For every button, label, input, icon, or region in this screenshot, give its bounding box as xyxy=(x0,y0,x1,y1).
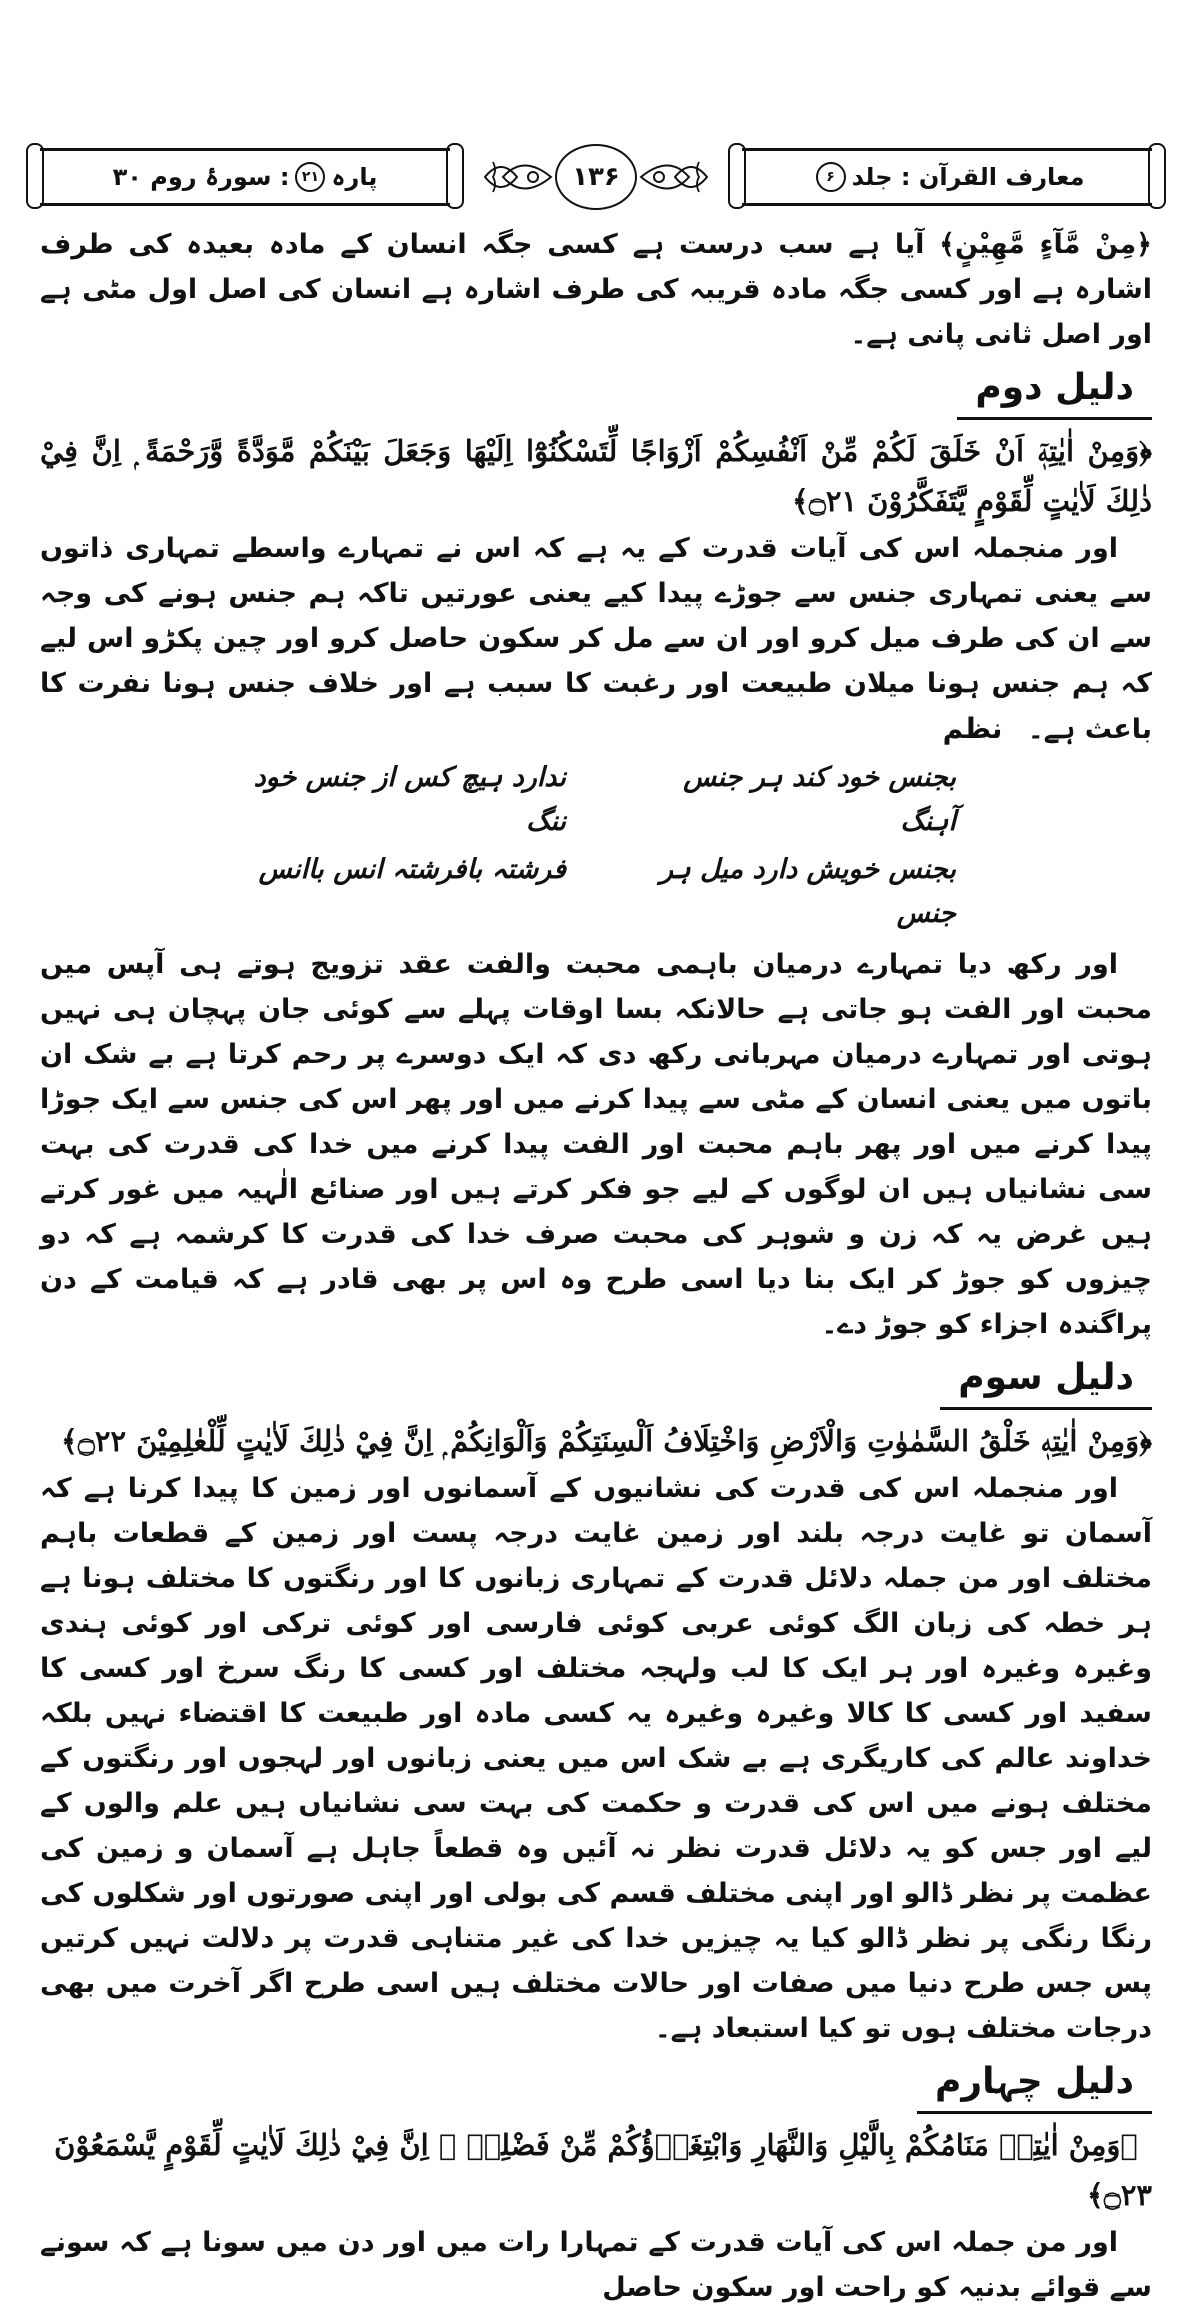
header-ornament xyxy=(476,140,716,214)
verse-line: ندارد ہیچ کس از جنس خود ننگ xyxy=(253,762,566,837)
verse-line: فرشتہ بافرشتہ انس باانس xyxy=(258,854,566,885)
book-page xyxy=(40,140,1152,2310)
tafsir-paragraph: اور منجملہ اس کی قدرت کی نشانیوں کے آسمانوں اور زمین کا پیدا کرنا ہے کہ آسمان تو غایت درجہ بلند اور زمین غایت درجہ پست اور زمین کے قطعات باہم مختلف اور من جملہ دلائل قدرت کے تمہاری زبانوں کا اور رنگتوں کا مختلف ہونا ہے ہر خطہ کی زبان الگ کوئی عربی کوئی فارسی اور کوئی ترکی اور کوئی ہندی وغیرہ وغیرہ اور ہر ایک کا لب ولہجہ مختلف اور کسی کا رنگ سرخ اور کسی کا سفید اور کسی کا کالا وغیرہ وغیرہ یہ کسی مادہ اور طبیعت کا اقتضاء نہیں بلکہ خداوند عالم کی کاریگری ہے بے شک اس میں یعنی زبانوں اور لہجوں اور رنگتوں کے مختلف ہونے میں اس کی قدرت و حکمت کی بہت سی نشانیاں ہیں علم والوں کے لیے اور جس کو یہ دلائل قدرت نظر نہ آئیں وہ قطعاً جاہل ہے آسمان و زمین کی عظمت پر نظر ڈالو اور اپنی مختلف قسم کی بولی اور اپنی صورتوں اور شکلوں کی رنگا رنگی پر نظر ڈالو کیا یہ چیزیں خدا کی غیر متناہی قدرت پر دلالت نہیں کرتیں پس جس طرح دنیا میں صفات اور حالات مختلف ہیں اسی طرح اگر آخرت میں بھی درجات مختلف ہوں تو کیا استبعاد ہے۔ xyxy=(40,1473,1152,2044)
intro-paragraph: ﴿مِنْ مَّآءٍ مَّهِيْنٍ﴾ آیا ہے سب درست ہے کسی جگہ انسان کے مادہ بعیدہ کی طرف اشارہ ہے اور کسی جگہ مادہ قریبہ کی طرف اشارہ ہے انسان کی اصل اول مٹی ہے اور اصل ثانی پانی ہے۔ xyxy=(40,229,1152,350)
tafsir-paragraph: اور من جملہ اس کی آیات قدرت کے تمہارا رات میں اور دن میں سونا ہے کہ سونے سے قوائے بدنیہ کو راحت اور سکون حاصل xyxy=(40,2227,1152,2303)
section-heading-dalil-dom: دلیل دوم xyxy=(40,361,1152,420)
header-book-title xyxy=(742,148,1152,206)
page-header xyxy=(40,140,1152,214)
page-body xyxy=(40,222,1152,2310)
quran-ayah-21: ﴿وَمِنْ اٰيٰتِهٖٓ اَنْ خَلَقَ لَكُمْ مِّنْ اَنْفُسِكُمْ اَزْوَاجًا لِّتَسْكُنُوْٓا اِلَيْهَا وَجَعَلَ بَيْنَكُمْ مَّوَدَّةً وَّرَحْمَةً ۭ اِنَّ فِيْ ذٰلِكَ لَاٰيٰتٍ لِّقَوْمٍ يَّتَفَكَّرُوْنَ ۝۲۱﴾ xyxy=(40,434,1152,518)
tafsir-paragraph: اور رکھ دیا تمہارے درمیان باہمی محبت والفت عقد تزویج ہوتے ہی آپس میں محبت اور الفت ہو جاتی ہے حالانکہ بسا اوقات پہلے سے کوئی جان پہچان ہی نہیں ہوتی اور تمہارے درمیان مہربانی رکھ دی کہ ایک دوسرے پر رحم کرتا ہے بے شک ان باتوں میں یعنی انسان کے مٹی سے پیدا کرنے میں اور پھر اس کی جنس سے ایک جوڑا پیدا کرنے میں اور پھر باہم محبت اور الفت پیدا کرنے میں خدا کی قدرت کی بہت سی نشانیاں ہیں ان لوگوں کے لیے جو فکر کرتے ہیں اور صنائع الٰہیہ میں غور کرتے ہیں غرض یہ کہ زن و شوہر کی محبت صرف خدا کی قدرت کا کرشمہ ہے کہ دو چیزوں کو جوڑ کر ایک بنا دیا اسی طرح وہ اس پر بھی قادر ہے کہ قیامت کے دن پراگندہ اجزاء کو جوڑ دے۔ xyxy=(40,949,1152,1340)
para-number-badge: ۲۱ xyxy=(295,162,325,192)
persian-verses xyxy=(236,756,956,936)
floral-ornament-icon xyxy=(483,152,553,202)
header-para-surah xyxy=(40,148,450,206)
section-heading-dalil-chaharum: دلیل چہارم xyxy=(40,2055,1152,2114)
tafsir-paragraph: اور منجملہ اس کی آیات قدرت کے یہ ہے کہ اس نے تمہارے واسطے تمہاری ذاتوں سے یعنی تمہاری جنس سے جوڑے پیدا کیے یعنی عورتیں تاکہ ہم جنس ہونے کی وجہ سے ان کی طرف میل کرو اور ان سے مل کر سکون حاصل کرو اور چین پکڑو اس لیے کہ ہم جنس ہونا میلان طبیعت اور رغبت کا سبب ہے اور خلاف جنس ہونا نفرت کا باعث ہے۔ نظم xyxy=(40,533,1152,745)
volume-number-badge: ۶ xyxy=(816,162,846,192)
quran-ayah-22: ﴿وَمِنْ اٰيٰتِهٖ خَلْقُ السَّمٰوٰتِ وَالْاَرْضِ وَاخْتِلَافُ اَلْسِنَتِكُمْ وَاَلْوَانِكُمْ ۭ اِنَّ فِيْ ذٰلِكَ لَاٰيٰتٍ لِّلْعٰلِمِيْنَ ۝۲۲﴾ xyxy=(60,1424,1152,1458)
nazm-label: نظم xyxy=(942,712,1003,745)
verse-line: بجنس خود کند ہر جنس آہنگ xyxy=(683,762,956,837)
verse-line: بجنس خویش دارد میل ہر جنس xyxy=(659,854,956,929)
quran-ayah-23: ﴿وَمِنْ اٰيٰتِهٖ مَنَامُكُمْ بِالَّيْلِ وَالنَّهَارِ وَابْتِغَاۗؤُكُمْ مِّنْ فَضْلِهٖ ۭ اِنَّ فِيْ ذٰلِكَ لَاٰيٰتٍ لِّقَوْمٍ يَّسْمَعُوْنَ ۝۲۳﴾ xyxy=(54,2128,1152,2212)
floral-ornament-icon xyxy=(639,152,709,202)
surah-label: : سورۂ روم ۳۰ xyxy=(112,163,290,191)
para-label: پارہ xyxy=(331,163,378,191)
page-number: ۱۳۶ xyxy=(555,144,637,210)
book-title: معارف القرآن : جلد xyxy=(851,163,1085,191)
section-heading-dalil-som: دلیل سوم xyxy=(40,1351,1152,1410)
